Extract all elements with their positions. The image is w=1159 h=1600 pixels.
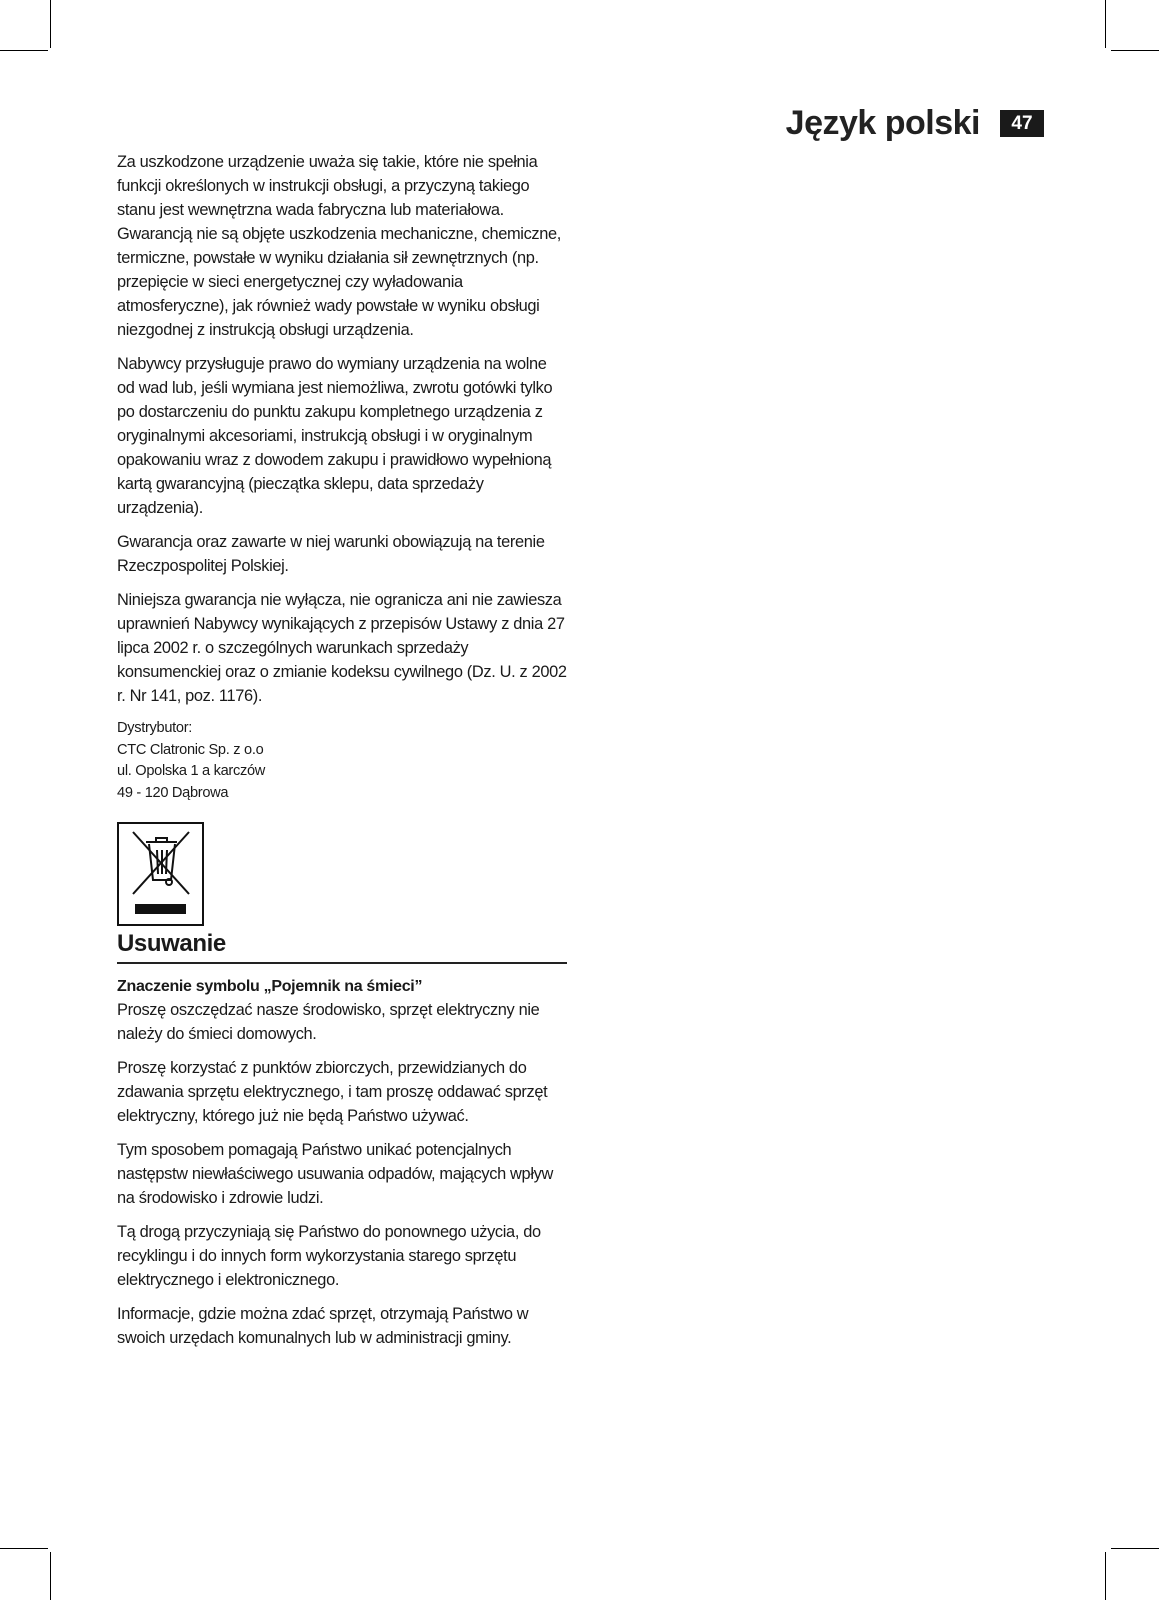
page-header: [786, 104, 1044, 143]
distributor-line: CTC Clatronic Sp. z o.o: [117, 741, 264, 758]
disposal-paragraph: Proszę korzystać z punktów zbiorczych, przewidzianych do zdawania sprzętu elektrycznego, i tam proszę oddawać sprzęt elektryczny, którego już nie będą Państwo używać.: [117, 1059, 548, 1125]
distributor-line: ul. Opolska 1 a karczów: [117, 763, 266, 779]
crop-mark: [1105, 0, 1106, 48]
distributor-line: 49 - 120 Dąbrowa: [117, 784, 229, 801]
distributor-address: [117, 718, 567, 804]
crop-mark: [0, 50, 48, 51]
warranty-paragraph: Gwarancja oraz zawarte w niej warunki obowiązują na terenie Rzeczpospolitej Polskiej.: [117, 533, 545, 575]
crop-mark: [1111, 50, 1159, 51]
warranty-section: [117, 150, 567, 804]
warranty-paragraph: Za uszkodzone urządzenie uważa się takie, które nie spełnia funkcji określonych w instrukcji obsługi, a przyczyną takiego stanu jest wewnętrzna wada fabryczna lub materiałowa. Gwarancją nie są objęte uszkodzenia mechaniczne, chemiczne, termiczne, powstałe w wyniku działania sił zewnętrznych (np. przepięcie w sieci energetycznej czy wyładowania atmosferyczne), jak również wady powstałe w wyniku obsługi niezgodnej z instrukcją obsługi urządzenia.: [117, 153, 562, 339]
section-subheading: Znaczenie symbolu „Pojemnik na śmieci”: [117, 978, 423, 995]
crop-mark: [50, 1552, 51, 1600]
warranty-paragraph: Nabywcy przysługuje prawo do wymiany urządzenia na wolne od wad lub, jeśli wymiana jest niemożliwa, zwrotu gotówki tylko po dostarczeniu do punktu zakupu kompletnego urządzenia z oryginalnymi akcesoriami, instrukcją obsługi i w oryginalnym opakowaniu wraz z dowodem zakupu i prawidłowo wypełnioną kartą gwarancyjną (pieczątka sklepu, data sprzedaży urządzenia).: [117, 355, 553, 517]
warranty-paragraph: Niniejsza gwarancja nie wyłącza, nie ogranicza ani nie zawiesza uprawnień Nabywcy wynikających z przepisów Ustawy z dnia 27 lipca 2002 r. o szczególnych warunkach sprzedaży konsumenckiej oraz o zmianie kodeksu cywilnego (Dz. U. z 2002 r. Nr 141, poz. 1176).: [117, 591, 567, 705]
disposal-paragraph: Tym sposobem pomagają Państwo unikać potencjalnych następstw niewłaściwego usuwania odpadów, mających wpływ na środowisko i zdrowie ludzi.: [117, 1141, 553, 1207]
section-heading: Usuwanie: [117, 930, 567, 964]
disposal-paragraph: Proszę oszczędzać nasze środowisko, sprzęt elektryczny nie należy do śmieci domowych.: [117, 1001, 540, 1043]
disposal-paragraph: Informacje, gdzie można zdać sprzęt, otrzymają Państwo w swoich urzędach komunalnych lub w administracji gminy.: [117, 1305, 529, 1347]
crossed-out-wheelie-bin-icon: [117, 822, 204, 926]
crop-mark: [1105, 1552, 1106, 1600]
distributor-line: Dystrybutor:: [117, 720, 193, 736]
disposal-section: [117, 930, 567, 1360]
disposal-paragraph: Tą drogą przyczyniają się Państwo do ponownego użycia, do recyklingu i do innych form wykorzystania starego sprzętu elektrycznego i elektronicznego.: [117, 1223, 541, 1289]
crop-mark: [1111, 1548, 1159, 1549]
crop-mark: [0, 1548, 48, 1549]
page-number: 47: [1000, 110, 1044, 137]
crop-mark: [50, 0, 51, 48]
language-title: Język polski: [785, 104, 980, 142]
